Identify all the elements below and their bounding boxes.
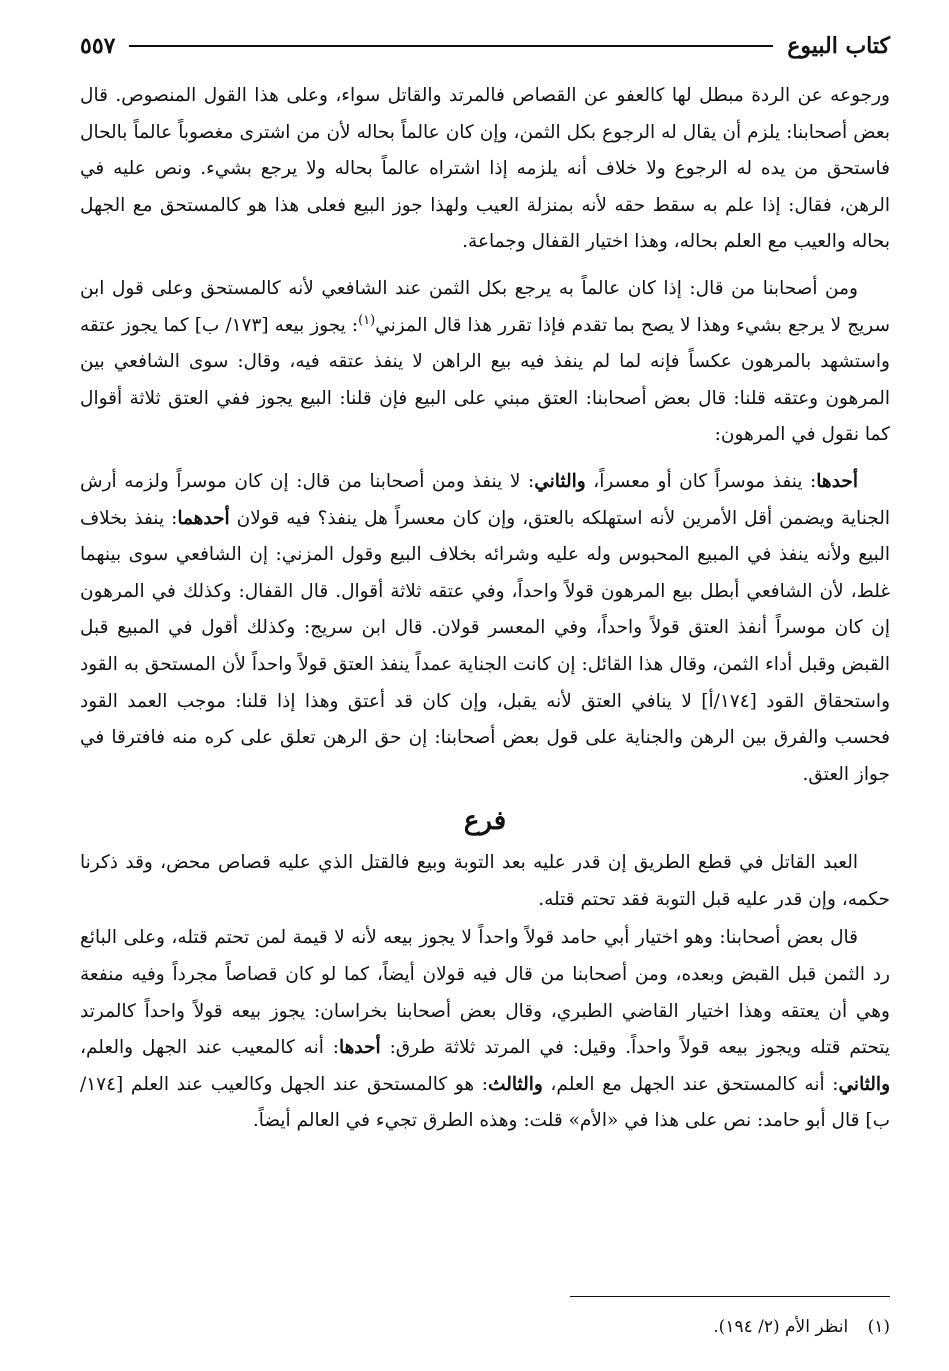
text-run: ورجوعه عن الردة مبطل لها كالعفو عن القصاص فالمرتد والقاتل سواء، وعلى هذا القول المنصوص. قال بعض أصحابنا: يلزم أن يقال له الرجوع بكل الثمن، وإن كان عالماً بحاله لأن من اشترى مغصوباً عالماً بالحال فاستحق من يده له الرجوع ولا خلاف أنه يلزمه إذا اشتراه عالماً بحاله ولا يرجع بشيء. ونص عليه في الرهن، فقال: إذا علم به سقط حقه لأنه بمنزلة العيب ولهذا جوز البيع فعلى هذا هو كالمستحق مع الجهل بحاله والعيب مع العلم بحاله، وهذا اختيار القفال وجماعة. <box>80 85 890 253</box>
bold-term: أحدهما <box>177 507 230 529</box>
header-rule <box>129 45 773 47</box>
bold-term: والثاني <box>534 470 586 492</box>
text-run: العبد القاتل في قطع الطريق إن قدر عليه بعد التوبة وبيع فالقتل الذي عليه قصاص محض، وقد ذكرنا حكمه، وإن قدر عليه قبل التوبة فقد تحتم قتله. <box>80 852 890 910</box>
text-run: : ينفذ بخلاف البيع ولأنه ينفذ في المبيع المحبوس وله عليه وشرائه بخلاف البيع وقول المزني: إن الشافعي سوى بينهما غلط، لأن الشافعي أبطل بيع المرهون قولاً واحداً، وفي عتقه ثلاثة أقوال. قال القفال: وكذلك في المرهون إن كان موسراً أنفذ العتق قولاً واحداً، وفي المعسر قولان. قال ابن سريج: وكذلك أقول في المبيع قبل القبض وقبل أداء الثمن، وقال هذا القائل: إن كانت الجناية عمداً ينفذ العتق قولاً واحداً لأن المستحق به القود واستحقاق القود [١٧٤/أ] لا ينافي العتق لأنه يقبل، وإن كان قد أعتق وهذا إذا قلنا: موجب العمد القود فحسب والفرق بين الرهن والجناية على قول بعض أصحابنا: إن حق الرهن تعلق على كره منه فافترقا في جواز العتق. <box>80 507 891 785</box>
paragraph-2 <box>80 271 890 454</box>
bold-term: والثالث <box>488 1073 543 1095</box>
book-title: كتاب البيوع <box>787 33 890 59</box>
text-run: : يجوز بيعه [١٧٣/ ب] كما يجوز عتقه واستشهد بالمرهون عكساً فإنه لما لم ينفذ فيه بيع الراهن لا ينفذ عتقه فيه، وقال: سوى الشافعي بين المرهون وعتقه قلنا: قال بعض أصحابنا: العتق مبني على البيع فإن قلنا: البيع يجوز ففي العتق ثلاثة أقوال كما نقول في المرهون: <box>80 314 890 446</box>
text-run: : أنه كالمستحق عند الجهل مع العلم، <box>542 1073 839 1095</box>
bold-term: أحدها <box>816 470 858 492</box>
section-heading: فرع <box>463 806 507 837</box>
section-paragraph-1 <box>80 845 890 918</box>
paragraph-3 <box>80 464 890 793</box>
page <box>80 28 891 1337</box>
text-run: قال بعض أصحابنا: وهو اختيار أبي حامد قولاً واحداً لا يجوز بيعه لأنه لا قيمة لمن تحتم قتله، وعلى البائع رد الثمن قبل القبض وبعده، ومن أصحابنا من قال فيه قولان أيضاً، كما لو كان قصاصاً مجرداً وفيه منفعة وهي أن يعتقه وهذا اختيار القاضي الطبري، وقال بعض أصحابنا بخراسان: يجوز بيعه قولاً واحداً كالمرتد يتحتم قتله ويجوز بيعه قولاً واحداً. وقيل: في المرتد ثلاثة طرق: <box>80 927 890 1059</box>
footnote-reference: (١) <box>358 312 376 328</box>
running-header <box>80 28 890 64</box>
paragraph-1 <box>80 78 890 261</box>
section-paragraph-2 <box>80 920 890 1140</box>
page-number: ٥٥٧ <box>80 33 116 59</box>
text-run: : أنه كالمعيب عند الجهل والعلم، <box>80 1037 339 1059</box>
text-run: : ينفذ موسراً كان أو معسراً، <box>585 470 817 492</box>
bold-term: والثاني <box>838 1073 890 1095</box>
footnote-rule <box>570 1296 890 1297</box>
footnote-text: انظر الأم (٢/ ١٩٤). <box>713 1317 849 1337</box>
footnote-number: (١) <box>867 1317 890 1337</box>
text-run: ومن أصحابنا من قال: إذا كان عالماً به يرجع بكل الثمن عند الشافعي لأنه كالمستحق وعلى قول ابن سريج لا يرجع بشيء وهذا لا يصح بما تقدم فإذا تقرر هذا قال المزني <box>80 277 890 336</box>
footnote <box>713 1314 890 1340</box>
text-run: : هو كالمستحق عند الجهل وكالعيب عند العلم [١٧٤/ ب] قال أبو حامد: نص على هذا في «الأم» قلت: وهذه الطرق تجيء في العالم أيضاً. <box>80 1073 890 1132</box>
body-text <box>80 78 890 1140</box>
bold-term: أحدها <box>338 1037 381 1059</box>
text-run: : لا ينفذ ومن أصحابنا من قال: إن كان موسراً ولزمه أرش الجناية ويضمن أقل الأمرين لأنه استهلكه بالعتق، وإن كان معسراً هل ينفذ؟ فيه قولان <box>80 470 890 529</box>
